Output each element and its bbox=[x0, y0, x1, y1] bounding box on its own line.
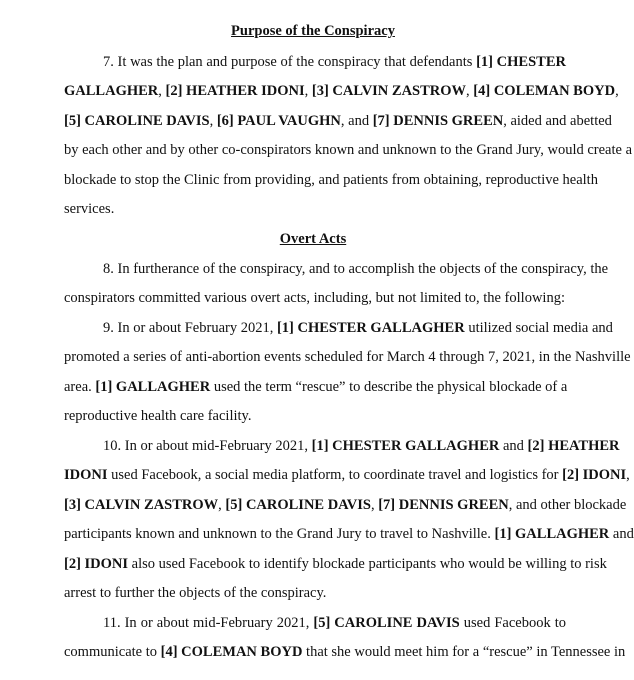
text-run: area. bbox=[64, 379, 96, 395]
defendant-name: [4] COLEMAN BOYD bbox=[473, 83, 616, 99]
text-run: 7. It was the plan and purpose of the conspiracy that defendants bbox=[103, 54, 477, 70]
defendant-name: [6] PAUL VAUGHN bbox=[216, 113, 341, 129]
defendant-name: IDONI bbox=[64, 467, 108, 483]
text-run: 11. In or about mid-February 2021, bbox=[103, 615, 314, 631]
text-run: by each other and by other co-conspirators known and unknown to the Grand Jury, would create a bbox=[64, 142, 633, 158]
text-run: blockade to stop the Clinic from providing, and patients from obtaining, reproductive health bbox=[64, 172, 598, 188]
text-line bbox=[64, 554, 607, 574]
text-line bbox=[103, 259, 609, 279]
heading-overt-acts: Overt Acts bbox=[279, 231, 347, 247]
defendant-name: [2] IDONI bbox=[64, 556, 129, 572]
defendant-name: [5] CAROLINE DAVIS bbox=[225, 497, 371, 513]
text-run: that she would meet him for a “rescue” in Tennessee in bbox=[302, 644, 626, 660]
text-line bbox=[64, 111, 612, 131]
text-line bbox=[64, 524, 634, 544]
defendant-name: [5] CAROLINE DAVIS bbox=[313, 615, 460, 631]
text-run: , bbox=[218, 497, 226, 513]
text-line bbox=[103, 52, 566, 72]
defendant-name: [1] CHESTER GALLAGHER bbox=[276, 320, 465, 336]
text-line bbox=[103, 318, 613, 338]
heading-purpose-of-conspiracy: Purpose of the Conspiracy bbox=[231, 23, 395, 39]
text-line bbox=[64, 199, 566, 219]
text-line bbox=[103, 436, 620, 456]
text-line bbox=[64, 406, 566, 426]
defendant-name: [2] HEATHER IDONI bbox=[165, 83, 305, 99]
text-line bbox=[64, 642, 626, 662]
text-run: , and bbox=[340, 113, 373, 129]
text-run: also used Facebook to identify blockade participants who would be willing to risk bbox=[128, 556, 607, 572]
text-line bbox=[64, 288, 566, 308]
text-run: used Facebook, a social media platform, to coordinate travel and logistics for bbox=[107, 467, 563, 483]
text-run: 8. In furtherance of the conspiracy, and to accomplish the objects of the conspiracy, the bbox=[103, 261, 609, 277]
text-run: promoted a series of anti-abortion events scheduled for March 4 through 7, 2021, in the Nashville bbox=[64, 349, 631, 365]
defendant-name: [1] CHESTER GALLAGHER bbox=[311, 438, 500, 454]
text-line bbox=[64, 583, 566, 603]
defendant-name: [3] CALVIN ZASTROW bbox=[311, 83, 467, 99]
defendant-name: [1] GALLAGHER bbox=[95, 379, 211, 395]
text-run: , bbox=[466, 83, 474, 99]
defendant-name: [3] CALVIN ZASTROW bbox=[64, 497, 219, 513]
text-run: and bbox=[499, 438, 528, 454]
defendant-name: [7] DENNIS GREEN bbox=[378, 497, 509, 513]
defendant-name: [4] COLEMAN BOYD bbox=[160, 644, 303, 660]
text-line bbox=[103, 613, 566, 633]
text-run: , bbox=[626, 467, 630, 483]
text-run: communicate to bbox=[64, 644, 161, 660]
text-run: and bbox=[609, 526, 634, 542]
text-run: services. bbox=[64, 201, 115, 217]
text-run: used the term “rescue” to describe the physical blockade of a bbox=[210, 379, 568, 395]
defendant-name: GALLAGHER bbox=[64, 83, 159, 99]
defendant-name: [1] CHESTER bbox=[476, 54, 566, 70]
defendant-name: [5] CAROLINE DAVIS bbox=[64, 113, 210, 129]
text-run: , aided and abetted bbox=[503, 113, 612, 129]
text-run: , bbox=[304, 83, 312, 99]
defendant-name: [2] HEATHER bbox=[527, 438, 620, 454]
text-run: 9. In or about February 2021, bbox=[103, 320, 277, 336]
text-run: reproductive health care facility. bbox=[64, 408, 252, 424]
text-line bbox=[64, 81, 619, 101]
text-run: utilized social media and bbox=[464, 320, 613, 336]
text-line bbox=[64, 465, 630, 485]
text-run: , bbox=[158, 83, 166, 99]
text-line bbox=[64, 140, 633, 160]
text-run: , bbox=[370, 497, 379, 513]
defendant-name: [7] DENNIS GREEN bbox=[372, 113, 504, 129]
text-line bbox=[64, 495, 627, 515]
text-run: , and other blockade bbox=[508, 497, 627, 513]
text-run: conspirators committed various overt acts, including, but not limited to, the following: bbox=[64, 290, 565, 306]
defendant-name: [1] GALLAGHER bbox=[494, 526, 610, 542]
text-line bbox=[64, 347, 631, 367]
text-line bbox=[64, 170, 598, 190]
text-run: 10. In or about mid-February 2021, bbox=[103, 438, 312, 454]
text-line bbox=[64, 377, 566, 397]
text-run: arrest to further the objects of the conspiracy. bbox=[64, 585, 327, 601]
text-run: used Facebook to bbox=[459, 615, 567, 631]
text-run: , bbox=[615, 83, 619, 99]
text-run: , bbox=[209, 113, 217, 129]
defendant-name: [2] IDONI bbox=[562, 467, 627, 483]
text-run: participants known and unknown to the Grand Jury to travel to Nashville. bbox=[64, 526, 495, 542]
